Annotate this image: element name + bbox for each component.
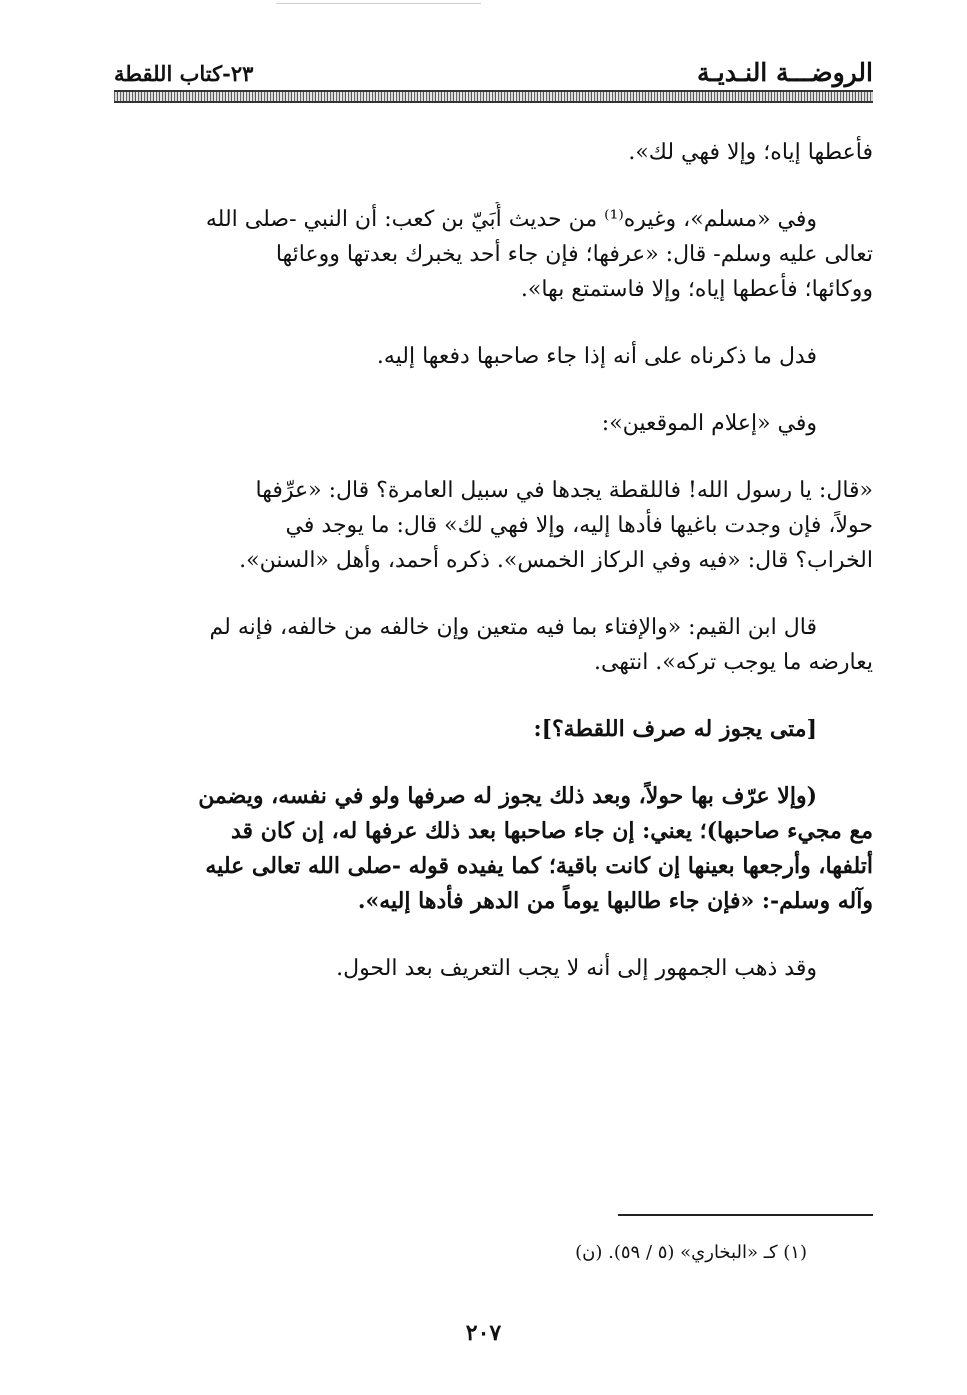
paragraph-line: فدل ما ذكرناه على أنه إذا جاء صاحبها دفعها إليه. xyxy=(376,344,817,369)
paragraph-line: يعارضه ما يوجب تركه». انتهى. xyxy=(593,650,873,675)
paragraph-line: فأعطها إياه؛ وإلا فهي لك». xyxy=(628,140,873,165)
paragraph-line: وفي «إعلام الموقعين»: xyxy=(601,411,817,436)
paragraph-line: وفي «مسلم»، وغيره⁽¹⁾ من حديث أُبَيّ بن كعب: أن النبي -صلى الله xyxy=(205,207,817,232)
page-number: ٢٠٧ xyxy=(465,1320,502,1346)
paragraph-quote xyxy=(114,473,873,578)
section-heading xyxy=(114,712,873,747)
paragraph-line: وآله وسلم-: «فإن جاء طالبها يوماً من الدهر فأدها إليه». xyxy=(357,888,873,914)
footnote-divider xyxy=(618,1214,873,1216)
top-decorative-line xyxy=(276,3,481,4)
header-decorative-rule xyxy=(114,90,873,103)
footnote: (١) كـ «البخاري» (٥ / ٥٩). (ن) xyxy=(575,1242,807,1263)
paragraph-source-reference xyxy=(114,406,873,441)
paragraph-muslim-hadith xyxy=(114,202,873,307)
paragraph-majority-opinion xyxy=(114,951,873,986)
section-heading-text: [متى يجوز له صرف اللقطة؟]: xyxy=(533,716,817,742)
paragraph-line: قال ابن القيم: «والإفتاء بما فيه متعين وإن خالفه من خالفه، فإنه لم xyxy=(209,615,817,640)
paragraph-line: حولاً، فإن وجدت باغيها فأدها إليه، وإلا فهي لك» قال: ما يوجد في xyxy=(285,513,873,538)
paragraph-conclusion xyxy=(114,339,873,374)
paragraph-line: تعالى عليه وسلم- قال: «عرفها؛ فإن جاء أحد يخبرك بعدتها ووعائها xyxy=(275,242,873,267)
paragraph-line: الخراب؟ قال: «فيه وفي الركاز الخمس». ذكره أحمد، وأهل «السنن». xyxy=(239,548,873,573)
page-body xyxy=(114,135,873,986)
paragraph-line: (وإلا عرّف بها حولاً، وبعد ذلك يجوز له صرفها ولو في نفسه، ويضمن xyxy=(198,783,817,809)
book-title: الروضـــة النـديـة xyxy=(697,58,873,87)
paragraph-line: وقد ذهب الجمهور إلى أنه لا يجب التعريف بعد الحول. xyxy=(336,956,817,981)
paragraph-continuation xyxy=(114,135,873,170)
paragraph-ibn-alqayyim xyxy=(114,610,873,680)
paragraph-line: مع مجيء صاحبها)؛ يعني: إن جاء صاحبها بعد ذلك عرفها له، إن كان قد xyxy=(230,818,873,844)
chapter-title: ٢٣-كتاب اللقطة xyxy=(114,61,254,86)
paragraph-line: «قال: يا رسول الله! فاللقطة يجدها في سبيل العامرة؟ قال: «عرِّفها xyxy=(255,478,873,503)
running-header xyxy=(114,52,873,90)
paragraph-ruling xyxy=(114,779,873,919)
paragraph-line: أتلفها، وأرجعها بعينها إن كانت باقية؛ كما يفيده قوله -صلى الله تعالى عليه xyxy=(205,853,873,879)
paragraph-line: ووكائها؛ فأعطها إياه؛ وإلا فاستمتع بها». xyxy=(520,277,873,302)
